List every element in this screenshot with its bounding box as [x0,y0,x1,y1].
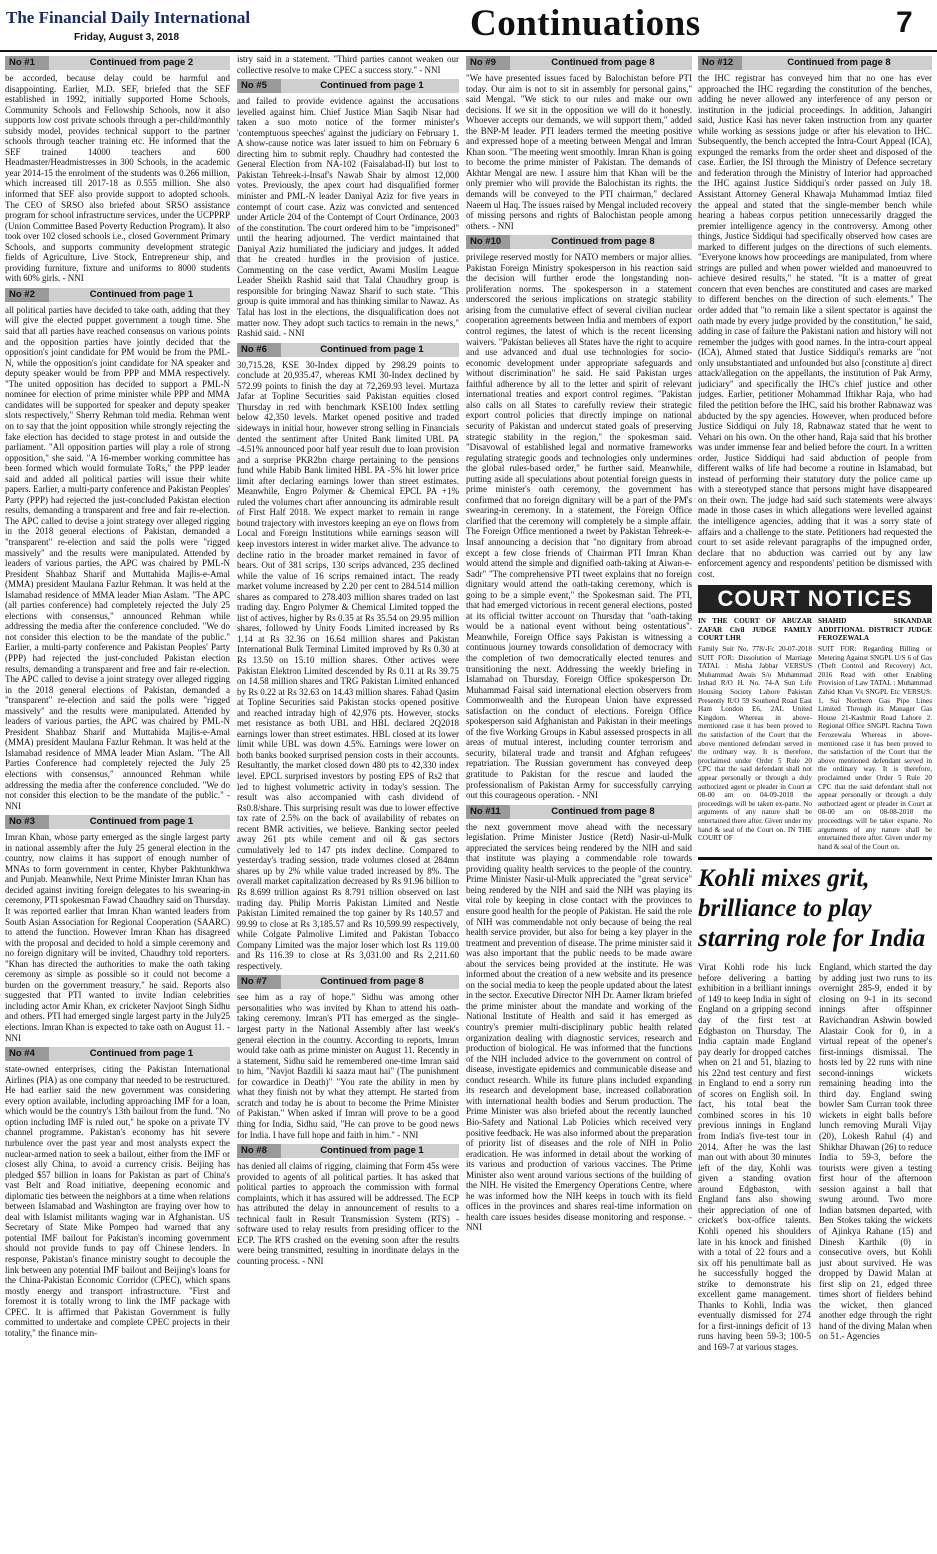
continuation-number: No #1 [5,56,49,70]
article-text: state-owned enterprises, citing the Pakistan International Airlines (PIA) as one company that needed to be restructured. He had earlier said the new government was considering every option available, including approaching IMF for a loan, which would be the country's 13th bailout from the fund. "No option including IMF is ruled out," he spoke on a private TV channel programme. Pakistan's economy has hit severe turbulence over the past year and most analysts expect the nuclear-armed nation to seek a bailout, either from the IMF or closest ally China, to avoid a currency crisis. Beijing has pledged $57 billion in loans for Pakistan as part of China's vast Belt and Road initiative, deepening economic and diplomatic ties between the neighbors at a time when relations between Islamabad and Washington are fraying over how to deal with Islamist militants waging war in Afghanistan. US Secretary of State Mike Pompeo had warned that any potential IMF bailout for Pakistan's incoming government should not provide funds to pay off Chinese lenders. In response, Pakistan's finance ministry sought to decouple the link between any potential IMF bailout and Beijing's loans for the China-Pakistan Economic Corridor (CPEC), which spans mostly energy and transport infrastructure. "First and foremost it is totally wrong to link the IMF package with CPEC. It is affirmed that Pakistan Government is fully committed to undertake and complete CPEC projects in their totality," the finance min- [5,1064,230,1338]
continuation-number: No #4 [5,1047,49,1061]
continuation-source: Continued from page 8 [551,236,655,248]
divider [698,857,932,860]
continuation-source: Continued from page 8 [551,57,655,68]
continuation-number: No #11 [466,805,510,819]
issue-date: Friday, August 3, 2018 [74,32,180,43]
notice-heading: IN THE COURT OF ABUZAR ZAFAR Civil JUDGE FAMILY COURT LHR [698,617,812,643]
page-number: 7 [896,6,913,39]
continuation-number: No #5 [237,79,281,93]
story-text-left: Virat Kohli rode his luck before delivering a batting exhibition in a brilliant innings of 149 to keep India in sight of England on a gripping second day of the first test at Edgbaston on Thursday. The India captain made England pay dearly for dropped catches when on 21 and 51, blazing to his 22nd test century and first in England to end a sorry run of scores on English soil. In fact, his total beat the combined scores in his 10 previous innings in England from India's five-test tour in 2014. After he was the last man out with about 30 minutes left of the day, Kohli was given a standing ovation around Edgbaston, with England fans also showing their appreciation of one of cricket's box-office talents. Kohli opened his shoulders late in his knock and finished with a total of 22 fours and a six off his penultimate ball as he successfully hogged the strike to demonstrate his excellent game management. Thanks to Kohli, India was eventually dismissed for 274 for a first-innings deficit of 13 runs having been 59-3; 100-5 and 169-7 at various stages. [698,962,811,1352]
continuation-number: No #2 [5,288,49,302]
continuation-header-4 [5,1047,230,1061]
article-text: privilege reserved mostly for NATO members or major allies. Pakistan Foreign Ministry spokesperson in his reaction said the decision will further erode the longstanding non-proliferation norms. The spokesperson in a statement underscored the serious implications on strategic stability arising from the cumulative effect of several civilian nuclear cooperation agreements between India and members of export control regimes, the latest of which is the recent licensing waivers. "Pakistan believes all States have the right to acquire and use advanced and dual use technologies for socio-economic development under appropriate safeguards and without discrimination" he said. He said Pakistan urges faithful adherence by all to the letter and spirit of relevant international treaties and export control regimes. "Pakistan also calls on all States to carefully review their strategic export control policies that directly impinge on national security of Pakistan and undercut stated goals of preserving strategic stability in the region," the spokesman said. "Disavowal of established legal and normative frameworks regulating strategic goods and technologies only undermines the global rules-based order," he further said. Meanwhile, putting aside all speculations about potential foreign guests in prime minister's oath ceremony, the government has confirmed that no foreign dignitary will be a part of the PM's swearing-in ceremony. In a statement, the Foreign Office clarified that the ceremony will completely be a simple affair. The Foreign Office mentioned a tweet by Pakistan Tehreek-e-Insaf announcing a decision that "no dignitary from abroad except a few close friends of Chairman PTI Imran Khan would attend the simple and dignified oath-taking at Aiwan-e-Sadr" "The comprehensive PTI tweet explains that no foreign dignitary would attend the oath-taking ceremony, which is going to be a simple event," the Spokesman said. The PTI, that had emerged victorious in recent general elections, posted at its official twitter account on Thursday that "oath-taking would be a national event without being ostentatious". Meanwhile, Foreign Office says Pakistan is witnessing a continuous journey towards consolidation of democracy with the completion of two democratically elected tenures and transitioning the next. Addressing the weekly briefing in Islamabad on Thursday, Foreign Office spokesperson Dr. Muhammad Faisal said international election observers from Commonwealth and the European Union have expressed satisfaction on the conduct of elections. Foreign Office spokesperson said Afghanistan and Pakistan in their meetings of the five Working Groups in Kabul assessed prospects in all areas of mutual interest, including counter terrorism and security, bilateral trade and transit and Afghan refugees' repatriation. The Russian government has conveyed deep gratitude to Pakistan for the rescue and lauded the professionalism of Pakistan Army for successfully carrying out this courageous operation. - NNI [466,252,692,801]
continuation-source: Continued from page 8 [787,57,891,68]
column-1 [5,54,230,1550]
article-text: 30,715.28, KSE 30-Index dipped by 298.29 points to conclude at 20,935.47, whereas KMI 30-Index declined by 572.99 points to finish the day at 72,269.93 level. Murtaza Jafar at Topline Securities said Pakistan equities closed Thursday in red with benchmark KSE100 Index settling below 42,350 levels. Market opened positive and traded sideways in initial hour, however strong selling in Financials dented the sentiment after United Bank limited UBL PA -4.51% announced poor half year result due to loan provision and a surprise PKR2bn charge pertaining to the pensions fund while Habib Bank limited HBL PA -5% hit lower price limit after declaring earnings lower than street estimates. Meanwhile, Engro Polymer & Chemical EPCL PA +1% ruled the volumes chart after announcing its admirable result of First Half 2018. We expect market to remain in range bound trajectory with investors keeping an eye on flows from Local and Foreign Institutions while earnings season will keep investors interest in wider market alive. The advance to decline ratio in the broader market remained in favor of bears. Out of 381 scrips, 130 scrips advanced, 235 declined while the value of 16 scrips remained intact. The ready market volume increased by 2.20 per cent to 284.514 million shares as compared to 278.403 million shares traded on last trading day. Engro Polymer & Chemical Limited topped the list of actives, higher by Rs 0.35 at Rs 35.54 on 29.95 million shares, followed by Unity Foods Limited increased by Rs 1.14 at Rs 32.36 on 16.64 million shares and Pakistan International Bulk Terminal Limited improved by Rs 0.30 at Rs 13.50 on 15.10 million shares. Other actives were Pakistan Elektron Limited descended by Rs 0.11 at Rs 39.75 on 14.58 million shares and TRG Pakistan Limited enhanced by Rs 0.22 at Rs 32.63 on 14.43 million shares. Fahad Qasim at Topline Securities said Pakistan stocks opened positive and reached intraday high of 42,976 pts. However, stocks met resistance as both UBL and HBL declared 2Q2018 earnings lower than street estimates. HBL closed at its lower limit while UBL was down 4.5%. Earnings were lower on both banks booked surprised pension costs in their accounts. Resultantly, the market closed down 480 pts to 42,330 index level. EPCL surprised investors by posting EPS of Rs2 that led to highest volumetric activity in today's session. The result was also accompanied with cash dividend of Rs0.8/share. This surprising result was due to lower effective tax rate of 2.5% on the back of availability of rebates on recent BMR activities, we believe. Banking sector peeled away 261 pts while cement and oil & gas sectors cumulatively led to 147 pts index decline. Compared to yesterday's trading session, trade volumes closed at 284mn shares up by 2% while value traded increased by 8%. The overall market capitalization decreased by Rs 91.96 billion to Rs 8.699 trillion against Rs 8.791 trillion observed on last trading day. Philip Morris Pakistan Limited and Nestle Pakistan Limited remained the top gainer by Rs 140.57 and 99.99 to close at Rs 3,185.57 and Rs 10,599.99 respectively, while Colgate Palmolive Limited and Pakistan Tobacco Company Limited was the major loser which lost Rs 119.00 and Rs 116.39 to close at Rs 3,031.00 and Rs 2,211.60 respectively. [237,359,459,971]
continuation-header-6 [237,343,459,357]
continuation-source: Continued from page 1 [89,816,194,828]
continuation-number: No #6 [237,343,281,357]
column-2 [237,54,459,1550]
continuation-source: Continued from page 1 [89,288,194,300]
court-notice [818,617,932,851]
article-text: be accorded, because delay could be harmful and disappointing. Earlier, M.D. SEF, briefed that the SEF established in 1992, initially supported Home Schools, Community Schools and Fellowship Schools, now it also supports low cost private schools through a per-child/monthly subsidy model, provides technical support to the partner schools through teacher training etc. He informed that the SEF trained 14000 teachers and 600 Headmaster/Headmistresses in 300 Schools, in the academic year 2014-15 the enrolment of the students was 0.266 million, which increased till 2017-18 as 0.555 million. She also informed that SEF also provide support to adopted schools. The CEO of SRSO also briefed about SRSO assistance program for school infrastructure services, under the UCPPRP (Union Committee Based Poverty Reduction Program). It also took over 102 closed schools i.e., closed Government Primary Schools, and supports community development strategic fields of Agriculture, Live Stock, Entrepreneur ship, and providing furniture, fixture and uniforms to 8000 students with 60% girls. - NNI [5,73,230,284]
article-text: Imran Khan, whose party emerged as the single largest party in national assembly after the July 25 general election in the country, now claims it has support of enough number of MNAs to form government in center, Khyber Pakhtunkhwa and Punjab. Meanwhile, Next Prime Minister Imran Khan has decided against inviting foreign delegates to his swearing-in ceremony, PTI spokesman Fawad Chaudhry said on Thursday. It was reported earlier that Imran Khan wanted leaders from South Asian Association for Regional Cooperation (SAARC) to attend the function. However Imran Khan has disagreed with the proposal and decided to hold a simple ceremony and no foreign dignitary will be invited, Chaudhry told reporters. "Khan has directed the authorities to make the oath taking ceremony as simple as possible so it could not become a burden on the government treasury," he said. Reports also suggested that PTI wanted to invite Indian celebrities including actor Amir Khan, ex cricketer Navjoot Singh Sidhu and others. PTI had emerged single largest party in the July25 elections. Imran Khan is expected to take oath on August 11. - NNI [5,832,230,1043]
court-notices-title: COURT NOTICES [698,585,932,613]
continuation-header-12 [698,56,932,70]
continuation-source: Continued from page 8 [320,976,424,988]
continuation-header-3 [5,815,230,829]
article-text: and failed to provide evidence against the accusations levelled against him. Chief Justice Mian Saqib Nisar had taken a suo moto notice of the former minister's 'contemptuous speeches' against the judiciary on February 1. A show-cause notice was later issued to him on February 6 directing him to submit reply. Chaudhry had contested the General Election from NA-102 (Faisalabad-II) but lost to Pakistan Tehreek-i-Insaf's Nawab Shair by almost 12,000 votes. Previously, the apex court had disqualified former minister and PML-N leader Daniyal Aziz for five years in contempt of court case. Aziz was convicted and sentenced under Article 204 of the Contempt of Court Ordinance, 2003 of the constitution. The court ordered him to be "imprisoned" until the hearing adjourned. The verdict maintained that Daniyal Aziz humiliated the judiciary and judges. It added that he created hurdles in the provision of justice. Commenting on the case verdict, Awami Muslim League Leader Sheikh Rashid said that Talal Chaudhry group is responsible for bringing Nawaz Sharif to such state. "This group is quite immoral and has thinking similar to Nawaz. As Talal has lost in the elections, the disqualification does not matter now. They adopt such tactics to remain in the news," Rashid said. - NNI [237,96,459,339]
story-headline: Kohli mixes grit, brilliance to play starring role for India [698,865,926,953]
court-notices [698,617,932,851]
continuation-header-9 [466,56,692,70]
continuation-header-10 [466,235,692,249]
story-text-right: England, which started the day by adding just two runs to its overnight 285-9, ended it by closing on 9-1 in its second innings after offspinner Ravichandran Ashwin bowled Alastair Cook for 0, in a virtual repeat of the opener's first-innings dismissal. The hosts led by 22 runs with nine second-innings wickets remaining heading into the third day. England swing bowler Sam Curran took three wickets in eight balls before lunch removing Murali Vijay (20), Lokesh Rahul (4) and Shikhar Dhawan (26) to reduce India to 59-3, before the tourists were given a testing first hour of the afternoon session against a ball that swung around. Two more Indian batsmen departed, with Ben Stokes taking the wickets of Ajinkya Rahane (15) and Dinesh Karthik (0) in consecutive overs, but Kohli just about survived. He was dropped by Dawid Malan at first slip on 21, edged three times short of fielders behind the wicket, then glanced another edge through the right hand of the diving Malan when on 51.- Agencies [819,962,932,1342]
continuation-number: No #7 [237,975,281,989]
continuation-number: No #12 [698,56,742,70]
continuation-header-11 [466,805,692,819]
article-text: the IHC registrar has conveyed him that no one has ever approached the IHC regarding the constitution of the benches, adding he never allowed any interference of any person or institution in the judicial proceedings. In addition, Jahangiri said, Justice Kasi has never taken instruction from any quarter while working as sessions judge or after his elevation to IHC. Subsequently, the bench accepted the Intra-Court Appeal (ICA), expunged the remarks from the order sheet and disposed of the case. Earlier, the ISI through the Ministry of Defence secretary and federation through the Ministry of Interior had approached the IHC against Justice Siddiqui's order passed on July 18. Assistant Attorney General Khawaja Muhammad Imtiaz filed the appeal and stated that the single-member bench while hearing a habeas corpus petition unnecessarily dragged the premier intelligence agency in the controversy. Among other things, Justice Siddiqui had specifically observed how cases are marked to different judges on the directions of such elements. "Everyone knows how proceedings are manipulated, from where strings are pulled and when power wielded and manoeuvred to achieve desired results," he stated. "It is a matter of great concern that even benches are constituted and cases are marked to different benches on the direction of such elements." The order added that "to remain like a silent spectator is against the oath made by every judge provided by the constitution," he said, adding in case of failure the Pakistani nation and history will not remember the judges with good names. In the intra-court appeal (ICA), Ahmed stated that Justice Siddiqui's remarks are "not only unsubstantiated and unfounded but also [constitute a] direct attack/allegation on the appellants, the institution of Pak Army, judiciary" and specifically the IHC's chief justice and other judges. Earlier, petitioner Mohammad Iftikhar Raja, who had filed the petition before the IHC, said his brother Rabnawaz was abducted by the spy agencies. However, when produced before Justice Siddiqui on July 18, Rabnawaz stated that he went to Vehari on his own. On the other hand, Raja said that his brother was under immense fear and belied before the court. In a written order, Justice Siddiqui had said abduction of people from different walks of life had become a routine in Islamabad, but instead of performing their statutory duty the police came up with a stereotyped stance that persons might have disappeared on their own. The judge had said such statements were always made in those cases in which allegations were levelled against the intelligence agencies, adding that it was a sorry state of affairs and a challenge to the state. Petitioners had requested the court to set aside relevant paragraphs of the impugned order, declare that no abduction was carried out by any law enforcement agency and respondents' petition be dismissed with cost. [698,73,932,579]
article-text: has denied all claims of rigging, claiming that Form 45s were provided to agents of all political parties. It has asked that political parties to approach the commission with formal complaints, which it has assured will be addressed. The ECP has attributed the delay in announcement of results to a technical fault in Result Transmission System (RTS) - software used to relay results from presiding officer to the ECP. The RTS crashed on the evening soon after the results were being transmitted, resulting in inordinate delays in the counting process. - NNI [237,1161,459,1266]
continuation-number: No #8 [237,1144,281,1158]
article-text: all political parties have decided to take oath, adding that they will give the elected puppet government a tough time. She said that all parties have reached consensus on various points and the opposition parties have jointly decided that the opposition's joint candidate for PM would be from the PML-N, while the opposition's joint candidate for NA speaker and deputy speaker would be from PPP and MMA respectively. "The united opposition has decided to support a PML-N nominee for election of prime minister while PPP and MMA candidates will be supported for speaker and deputy speaker slots respectively," Sherry Rehman told media. Rehman went on to say that the joint opposition while strongly rejecting the fake election has decided to stage protest in and outside the parliament. "All opposition parties will play a role of strong opposition," she said. "A 16-member working committee has been formed which would formulate ToRs," the PPP leader said and added all political parties will issue their white papers. Earlier, a multi-party conference and Pakistan Peoples' Party (PPP) had rejected the just-concluded Pakistan election results, demanding a transparent and free and fair re-election. The APC called to devise a joint strategy over alleged rigging in the 2018 general elections of Pakistan, demanded a "transparent" re-election and said the polls were "rigged massively" and the results were manipulated. Attended by leaders of various parties, the APC was chaired by PML-N President Shahbaz Sharif and Muttahida Majlis-e-Amal (MMA) president Maulana Fazlur Rehman. It was held at the Islamabad residence of MMA leader Mian Aslam. "The APC (all parties conference) had completely rejected the July 25 elections with consensus," announced Rehman while addressing the media after the conference concluded. "We do not consider this election to be the mandate of the public." Earlier, a multi-party conference and Pakistan Peoples' Party (PPP) had rejected the just-concluded Pakistan election results, demanding a transparent and free and fair re-election. The APC called to devise a joint strategy over alleged rigging in the 2018 general elections of Pakistan, demanded a "transparent" re-election and said the polls were "rigged massively" and the results were manipulated. Attended by leaders of various parties, the APC was chaired by PML-N President Shahbaz Sharif and Muttahida Majlis-e-Amal (MMA) president Maulana Fazlur Rehman. It was held at the Islamabad residence of MMA leader Mian Aslam. "The All Parties Conference had completely rejected the July 25 elections with consensus," announced Rehman while addressing the media after the conference concluded. "We do not consider this election to be the mandate of the public." - NNI [5,304,230,811]
continuation-number: No #10 [466,235,510,249]
article-text: see him as a ray of hope." Sidhu was among other personalities who was invited by Khan to attend his oath-taking ceremony. Imran's PTI has emerged as the single-largest party in the National Assembly after last week's general election in the country. According to reports, Imran would take oath as prime minister on August 11. Recently in a statement, Sidhu said he remembered one-time Imran said to him, "Navjot Bazdili ki saaza maut hai" (The punishment for cowardice in Death)" "You rate the ability in men by what they finish not by what they attempt. He started from scratch and today he is about to become the Prime Minister of Pakistan." When asked if Imran will prove to be a good thing for India, Sidhu said, "He can prove to be good news for India. I have full hope and faith in him." - NNI [237,992,459,1140]
continuation-header-1 [5,56,230,70]
continuation-source: Continued from page 8 [551,805,655,817]
continuation-source: Continued from page 1 [320,343,424,355]
continuation-header-7 [237,975,459,989]
continuation-number: No #3 [5,815,49,829]
notice-body: Family Suit No. 778/-Fc 20-07-2018 SUIT FOR: Dissolution of Marriage TATAL : Misha Jabbar VERSUS Muhammad Awais S/o Muhammad Irshad R/O H. No. 74-A Sun Life Housing Society Lahore Pakistan Presently R/O 59 Southend Road East Ham London E6, 2AL United Kingdom. Whereas in above-mentioned case it has been proved to the satisfaction of the Court that the above mentioned defendant served in the ordinary way. It is therefore, proclaimed under Order 5 Rule 20 CPC that the said defendant shall not appear personally or through a duly authorized agent or pleader in Court at 08-00 am on 04-09-2018 the proceedings will be taken ex-parte. No arguments of any nature shall be entertained there after. Given under my hand & seal of the Court on. IN THE COURT OF [698,645,812,843]
column-4 [698,54,932,1550]
masthead [0,0,937,52]
article-text: the next government move ahead with the necessary legislation. Prime Minister Justice (Retd) Nasir-ul-Mulk appreciated the services being rendered by the NIH and said that institute was playing a commendable role towards providing quality health services to the people of the country. Prime Minister Nasir-ul-Mulk appreciated the "great service" being rendered by the NIH and said the NIH was playing its vital role by keeping in close contact with the provinces to ensure good health for the people of Pakistan. He said the role of NIH was commendable not only because of being the real health service provider, but also for being a key player in the treatment and prevention of disease. The prime minister said it was also important that the public needs to be made aware about the services being provided at the institute. He was informed about the creation of a new website and its presence on the social media to keep the people updated about the latest in the sector. Executive Director NIH Dr. Aamer Ikram briefed the prime minister about the mandate and working of the National Institute of Health and said it has emerged as country's premier multi-disciplinary public health related organization dealing with diagnostic services, research and production of biological. He was informed that the functions of the NIH included advice to the government on control of disease, investigate epidemics and communicable disease and conduct research. While its future plans included expanding its research and development base, increased collaboration with international health bodies and Serum production. The Prime Minister was also briefed about the recently launched Bio-Safety and National Lab Policies which received very positive feedback. He was also informed about the preparation of priority list of diseases and the role of NIH in Polio eradication. He was informed in detail about the working of its various and production of various vaccines. The Prime Minister also went around various sections of the building of the NIH. He visited the Emergency Operations Centre, where he was informed how the NIH keeps in touch with its field offices in the provinces and shares real-time information on health care issues besides disease monitoring and response. - NNI [466,821,692,1233]
continuation-number: No #9 [466,56,510,70]
continuation-source: Continued from page 2 [89,57,194,68]
continuation-header-5 [237,79,459,93]
continuation-source: Continued from page 1 [89,1048,194,1060]
continuation-source: Continued from page 1 [320,1145,424,1157]
section-title: Continuations [470,3,701,44]
continuation-header-8 [237,1144,459,1158]
continuation-header-2 [5,288,230,302]
court-notice [698,617,812,851]
column-3 [466,54,692,1550]
continuation-source: Continued from page 1 [320,80,424,92]
story-body [698,962,932,1352]
article-text: istry said in a statement. "Third parties cannot weaken our collective resolve to make CPEC a success story." - NNI [237,54,459,75]
article-text: "We have presented issues faced by Balochistan before PTI today. Our aim is not to sit in assembly for personal gains," said Mengal. "We stick to our rules and make our own decisions. If we sit in the opposition we will do it honestly. Whoever accepts our demands, we will support them," added the BNP-M leader. PTI leaders termed the meeting positive and expressed hope of a meeting between Mengal and Imran Khan soon. "The meeting went smoothly. Imran Khan is going to become the prime minister of Pakistan. The demands of Akhtar Mengal are new. I assure him that Khan will be the only premier who will provide the Balochistan its rights. the demands will be conveyed to the PTI chairman," declared Naeem ul Haq. The issues raised by Mengal included recovery of missing persons and rights of Balochistan people among others. - NNI [466,73,692,231]
notice-body: SUIT FOR: Regarding Billing or Metering Against SNGPL U/S 6 of Gas (Theft Control and Recovery) Act, 2016 Read with other Enabling Provision of Law TATAL : Muhammad Zahid Khan Vs SNGPL Etc VERSUS: 1. Sui Northern Gas Pipe Lines Limited Through its Manager Gas House 21-Kashmir Road Lahore 2. Regional Office SNGPL Rachna Town Ferozewala Whereas in above-mentioned case it has been proved to the satisfaction of the Court that the above mentioned defendant served in the ordinary way. It is therefore, proclaimed under Order 5 Rule 20 CPC that the said defendant shall not appear personally or through a duly authorized agent or pleader in Court at 08-00 am on 08-08-2018 the proceedings will be taker exparte. No arguments of any nature shall be entertained there after. Given under my hand & seal of the Court on. [818,645,932,851]
paper-name: The Financial Daily International [6,8,251,27]
notice-heading: SHAHID SIKANDAR ADDITIONAL DISTRICT JUDGE FEROZEWALA [818,617,932,643]
